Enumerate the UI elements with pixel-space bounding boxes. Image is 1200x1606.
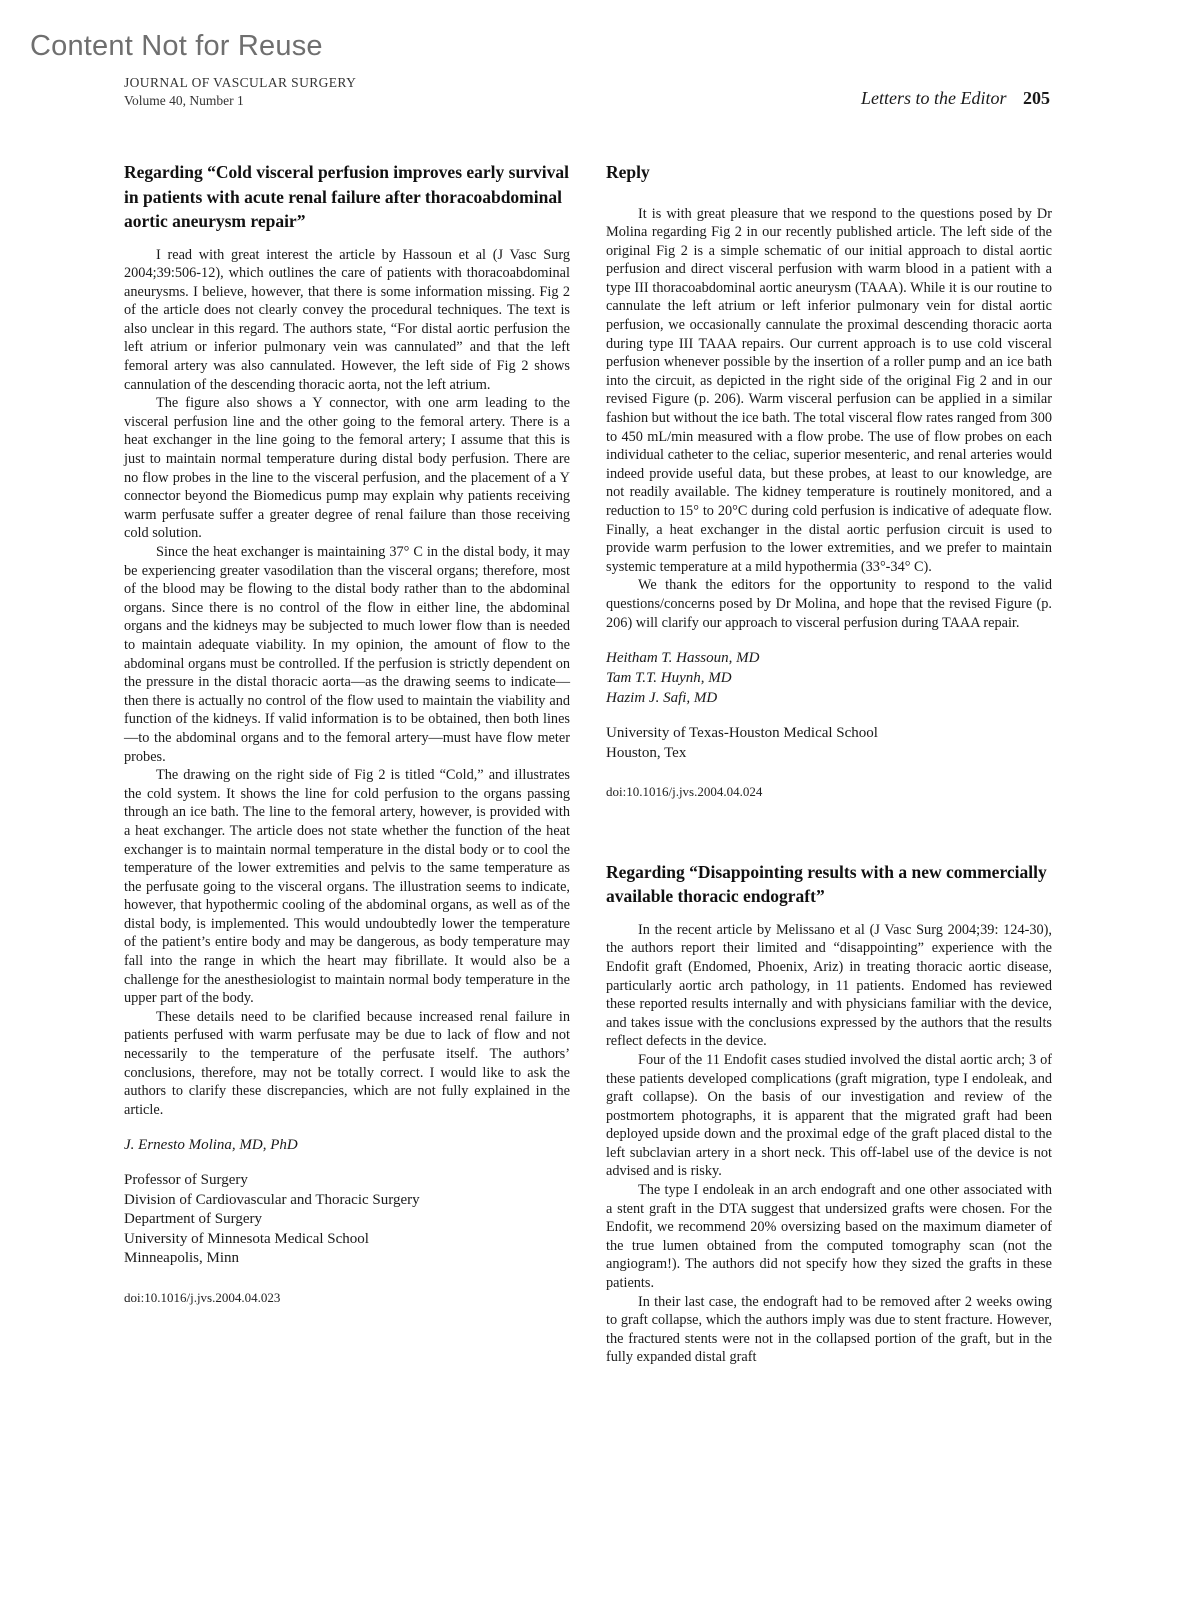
affiliation-line: Division of Cardiovascular and Thoracic Surgery	[124, 1191, 420, 1208]
reply-authors	[606, 648, 1052, 708]
affiliation-line: University of Minnesota Medical School	[124, 1230, 369, 1247]
author-name: Hazim J. Safi, MD	[606, 690, 718, 707]
reply-paragraph: It is with great pleasure that we respond to the questions posed by Dr Molina regarding Fig 2 in our recently published article. The left side of the original Fig 2 is a simple schematic of our initial approach to distal aortic perfusion and direct visceral perfusion with warm blood in a patient with a type III thoracoabdominal aortic aneurysm (TAAA). While it is our routine to cannulate the left atrium or left inferior pulmonary vein for distal aortic perfusion, we occasionally cannulate the proximal descending thoracic aorta during type III TAAA repairs. Our current approach is to use cold visceral perfusion whenever possible by the insertion of a roller pump and an ice bath into the circuit, as depicted in the right side of the original Fig 2 and in our revised Figure (p. 206). Warm visceral perfusion can be applied in a similar fashion but without the ice bath. The total visceral flow rates ranged from 300 to 450 mL/min measured with a flow probe. The use of flow probes on each individual catheter to the celiac, superior mesenteric, and renal arteries would indeed provide useful data, but these probes, at least to our knowledge, are not readily available. The kidney temperature is routinely monitored, and a reduction to 15° to 20°C during cold perfusion is indicative of adequate flow. Finally, a heat exchanger in the distal aortic perfusion circuit is used to provide warm perfusion to the lower extremities, and we prefer to maintain systemic temperature at a mild hypothermia (33°-34° C).	[606, 205, 1052, 575]
reply-paragraph: We thank the editors for the opportunity to respond to the valid questions/concerns posed by Dr Molina, and hope that the revised Figure (p. 206) will clarify our approach to visceral perfusion during TAAA repair.	[606, 577, 1052, 631]
letter1-author	[124, 1135, 570, 1155]
page-number: 205	[1023, 88, 1050, 108]
section-title: Letters to the Editor	[861, 88, 1007, 108]
reply-affiliation	[606, 724, 1052, 763]
reply-title: Reply	[606, 162, 650, 182]
journal-volume: Volume 40, Number 1	[124, 93, 244, 108]
letter1-paragraph: These details need to be clarified because increased renal failure in patients perfused with warm perfusate may be due to lack of flow and not necessarily to the temperature of the perfusate itself. The authors’ conclusions, therefore, may not be totally correct. I would like to ask the authors to clarify these discrepancies, which are not fully explained in the article.	[124, 1008, 570, 1118]
letter1-paragraph: The figure also shows a Y connector, with one arm leading to the visceral perfusion line and the other going to the femoral artery. There is a heat exchanger in the line going to the femoral artery; I assume that this is just to maintain normal temperature during distal body perfusion. There are no flow probes in the line to the visceral perfusion, and the placement of a Y connector beyond the Biomedicus pump may explain why patients receiving warm perfusate suffer a greater degree of renal failure than those receiving cold solution.	[124, 395, 570, 542]
author-name: J. Ernesto Molina, MD, PhD	[124, 1137, 298, 1154]
journal-header	[124, 74, 356, 110]
reply-doi: doi:10.1016/j.jvs.2004.04.024	[606, 784, 763, 800]
author-name: Heitham T. Hassoun, MD	[606, 650, 760, 667]
letter2-paragraph: The type I endoleak in an arch endograft and one other associated with a stent graft in the DTA suggest that undersized grafts were chosen. For the Endofit, we recommend 20% oversizing based on the maximum diameter of the true lumen obtained from the computed tomography scan (not the angiogram!). The authors did not specify how they sized the grafts in these patients.	[606, 1182, 1052, 1292]
watermark: Content Not for Reuse	[30, 30, 323, 62]
letter2-paragraph: In the recent article by Melissano et al (J Vasc Surg 2004;39: 124-30), the authors report their limited and “disappointing” experience with the Endofit graft (Endomed, Phoenix, Ariz) in treating thoracic aortic disease, particularly aortic arch pathology, in 11 patients. Endomed has reviewed these reported results internally and with physicians familiar with the device, and takes issue with the conclusions expressed by the authors that the results reflect defects in the device.	[606, 921, 1052, 1050]
affiliation-line: Department of Surgery	[124, 1211, 263, 1228]
letter1-paragraph: I read with great interest the article by Hassoun et al (J Vasc Surg 2004;39:506-12), which outlines the care of patients with thoracoabdominal aneurysms. I believe, however, that there is some information missing. Fig 2 of the article does not clearly convey the procedural techniques. The text is also unclear in this regard. The authors state, “For distal aortic perfusion the left atrium or inferior pulmonary vein was cannulated” and that the left femoral artery was also cannulated. However, the left side of Fig 2 shows cannulation of the descending thoracic aorta, not the left atrium.	[124, 246, 570, 393]
spacer	[606, 197, 1052, 205]
letter2-paragraph: In their last case, the endograft had to be removed after 2 weeks owing to graft collapse, which the authors imply was due to stent fracture. However, the fractured stents were not in the collapsed portion of the graft, but in the fully expanded distal graft	[606, 1293, 1052, 1366]
affiliation-line: Houston, Tex	[606, 744, 687, 761]
letter1-doi: doi:10.1016/j.jvs.2004.04.023	[124, 1289, 281, 1305]
letter1-paragraph: Since the heat exchanger is maintaining 37° C in the distal body, it may be experiencing greater vasodilation than the visceral organs; therefore, most of the blood may be flowing to the distal body rather than to the abdominal organs. Since there is no control of the flow in either line, the abdominal organs and the kidneys may be subjected to much lower flow than is needed to maintain adequate viability. In my opinion, the amount of flow to the abdominal organs must be controlled. If the perfusion is strictly dependent on the pressure in the distal thoracic aorta—as the drawing seems to indicate—then there is actually no control of the flow used to maintain the viability and function of the kidneys. If valid information is to be obtained, then both lines—to the abdominal organs and to the femoral artery—must have flow meter probes.	[124, 544, 570, 765]
journal-name: JOURNAL OF VASCULAR SURGERY	[124, 75, 357, 90]
letter2-paragraph: Four of the 11 Endofit cases studied involved the distal aortic arch; 3 of these patients developed complications (graft migration, type I endoleak, and graft collapse). On the basis of our investigation and review of the postmortem photographs, it is apparent that the migrated graft had been deployed upside down and the proximal edge of the graft placed distal to the left subclavian artery in a short neck. This off-label use of the device is not advised and is risky.	[606, 1051, 1052, 1180]
left-column	[124, 160, 570, 1308]
author-name: Tam T.T. Huynh, MD	[606, 670, 732, 687]
letter1-affiliation	[124, 1171, 570, 1269]
letter1-title: Regarding “Cold visceral perfusion improves early survival in patients with acute renal failure after thoracoabdominal aortic aneurysm repair”	[124, 162, 569, 231]
running-header	[861, 88, 1050, 109]
affiliation-line: University of Texas-Houston Medical School	[606, 725, 878, 742]
letter1-paragraph: The drawing on the right side of Fig 2 is titled “Cold,” and illustrates the cold system. It shows the line for cold perfusion to the organs passing through an ice bath. The line to the femoral artery, however, is provided with a heat exchanger. The article does not state whether the function of the heat exchanger is to maintain normal temperature in the distal body or to cool the temperature of the lower extremities and pelvis to the same temperature as the perfusate going to the visceral organs. The illustration seems to indicate, however, that hypothermic cooling of the abdominal organs, as well as of the distal body, is implemented. This would undoubtedly lower the temperature of the patient’s entire body and may be dangerous, as body temperature may fall into the range in which the heart may fibrillate. It would also be a challenge for the anesthesiologist to maintain normal body temperature in the upper part of the body.	[124, 767, 570, 1007]
right-column	[606, 160, 1052, 1367]
letter2-title: Regarding “Disappointing results with a new commercially available thoracic endograft”	[606, 861, 1047, 907]
affiliation-line: Professor of Surgery	[124, 1172, 248, 1189]
affiliation-line: Minneapolis, Minn	[124, 1250, 239, 1267]
